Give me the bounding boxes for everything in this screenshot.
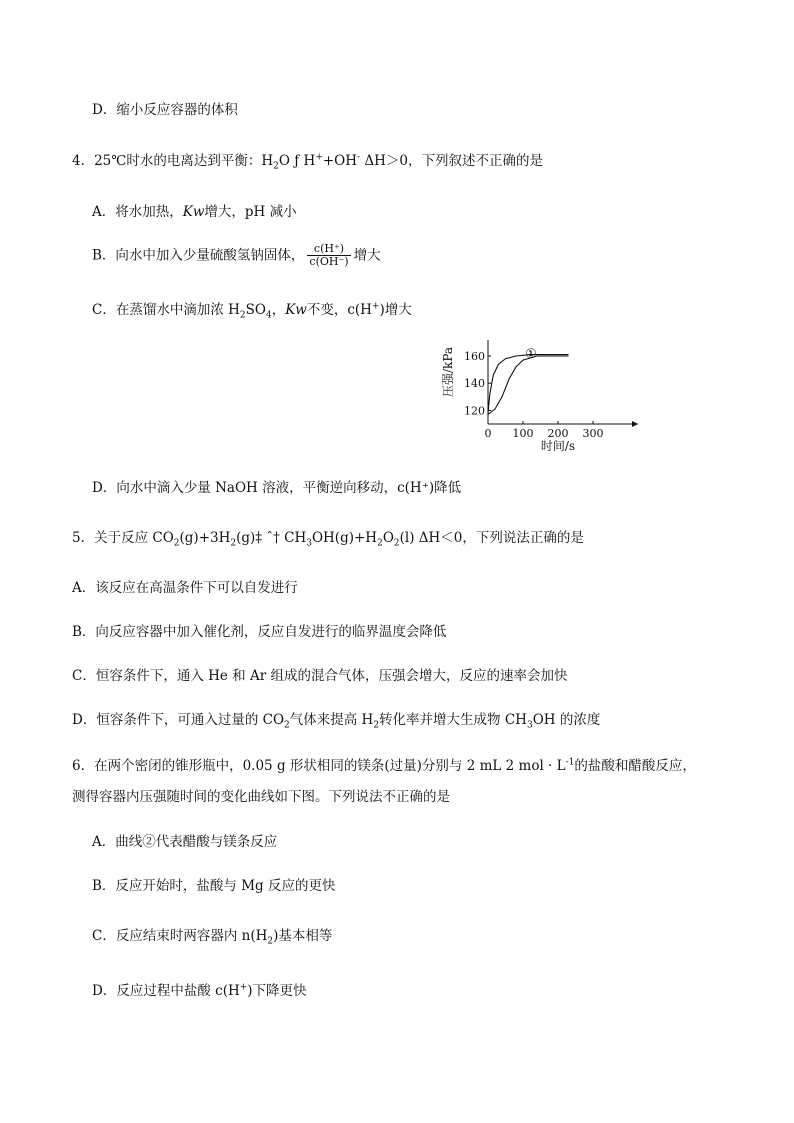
curve-1 bbox=[488, 355, 569, 414]
q6-stem-line2: 测得容器内压强随时间的变化曲线如下图。下列说法不正确的是 bbox=[72, 789, 450, 805]
x-tick-label-200: 200 bbox=[547, 427, 569, 440]
q4-option-a: A．将水加热，Kw增大，pH 减小 bbox=[92, 204, 297, 220]
y-tick-label-140: 140 bbox=[464, 377, 485, 391]
q4-option-d: D．向水中滴入少量 NaOH 溶液，平衡逆向移动，c(H⁺)降低 bbox=[92, 480, 462, 496]
x-axis-arrow bbox=[632, 421, 638, 427]
q6-stem-line1: 6．在两个密闭的锥形瓶中，0.05 g 形状相同的镁条(过量)分别与 2 mL 2 mol · $L^{-1}$的盐酸和醋酸反应， bbox=[72, 757, 696, 774]
q6-option-c: C．反应结束时两容器内 $n(H_2)$基本相等 bbox=[92, 928, 333, 947]
q5-option-b: B．向反应容器中加入催化剂，反应自发进行的临界温度会降低 bbox=[72, 624, 447, 640]
x-tick-label-100: 100 bbox=[512, 427, 534, 440]
q4-option-c: C．在蒸馏水中滴加浓 $H_2SO_4$，Kw不变，c(H+)增大 bbox=[92, 301, 412, 321]
curve-annotation: ① bbox=[525, 347, 537, 362]
q5-option-a: A．该反应在高温条件下可以自发进行 bbox=[72, 580, 298, 596]
q6-option-d: D．反应过程中盐酸 c(H+)下降更快 bbox=[92, 982, 307, 999]
q6-option-a: A．曲线②代表醋酸与镁条反应 bbox=[92, 834, 278, 850]
y-tick-label-120: 120 bbox=[464, 404, 485, 418]
x-tick-label-300: 300 bbox=[582, 427, 604, 440]
concentration-ratio-fraction: $\frac{c(H^+)}{c(OH^-)}$ bbox=[309, 242, 349, 268]
x-tick-label-0: 0 bbox=[484, 427, 492, 440]
y-tick-label-160: 160 bbox=[464, 350, 485, 363]
q4-stem: 4．25℃时水的电离达到平衡：$H_2O$ ƒ H++OH- ΔH＞0，下列叙述不正确的是 bbox=[72, 152, 543, 172]
q5-stem: 5．关于反应 $CO_2(g)+3H_2(g)\ddagger$ ˆ† $CH_3OH(g)+H_2O_2(l)$ ΔH＜0，下列说法正确的是 bbox=[72, 530, 584, 549]
y-axis-label: 压强/kPa bbox=[441, 346, 455, 398]
q3-option-d: D．缩小反应容器的体积 bbox=[92, 102, 238, 118]
q5-option-d: D．恒容条件下，可通入过量的 $CO_2$气体来提高 $H_2$转化率并增大生成物 $CH_3OH$ 的浓度 bbox=[72, 712, 601, 731]
q5-option-c: C．恒容条件下，通入 He 和 Ar 组成的混合气体，压强会增大，反应的速率会加快 bbox=[72, 668, 568, 684]
x-axis-label: 时间/s bbox=[540, 439, 576, 453]
q4-option-b: B．向水中加入少量硫酸氢钠固体， $\frac{c(H^+)}{c(OH^-)}$ 增大 bbox=[92, 242, 381, 268]
q6-option-b: B．反应开始时，盐酸与 Mg 反应的更快 bbox=[92, 878, 336, 894]
curve-2 bbox=[488, 356, 569, 415]
pressure-time-chart bbox=[438, 328, 653, 458]
